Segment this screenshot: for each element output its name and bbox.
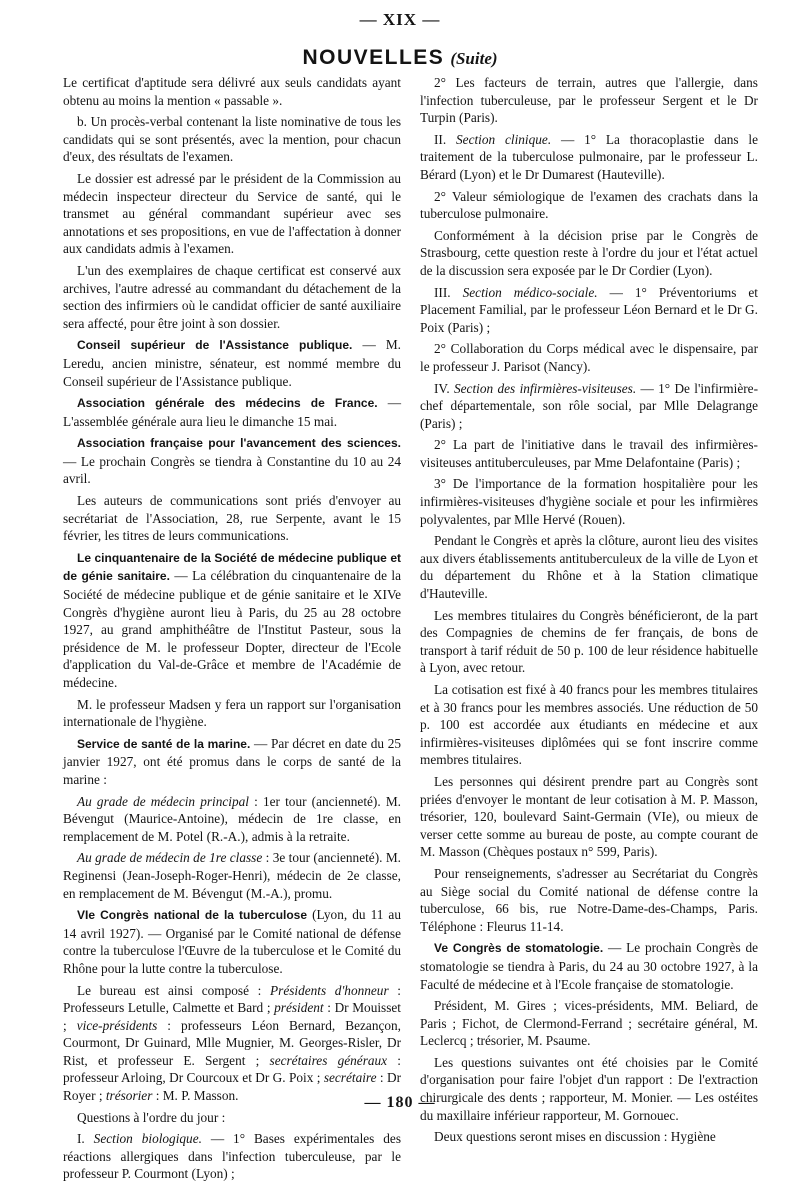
- paragraph: [63, 336, 401, 390]
- news-body: — La célébration du cinquantenaire de la Société de médecine publique et de génie sanitaire et le XIVe Congrès d'hygiène auront lieu à Paris, du 25 au 28 octobre 1927, au grand amphithéâtre de l'Institut Pasteur, sous la présidence de M. le professeur Dopter, directeur de l'Ecole d'application du Val-de-Grâce et membre de l'Académie de médecine.: [63, 568, 401, 690]
- page-number: — 180 —: [364, 1094, 436, 1111]
- news-body: — Par décret en date du 25 janvier 1927, ont été promus dans le corps de santé de la marine :: [63, 735, 402, 787]
- paragraph: [420, 131, 758, 184]
- news-body: (Lyon, du 11 au 14 avril 1927). — Organisé par le Comité national de défense contre la tuberculose l'Œuvre de la tuberculose et le Comité du Rhône pour la lutte contre la tuberculose.: [63, 907, 401, 976]
- role-italic: président: [274, 1000, 324, 1016]
- paragraph: 2° Collaboration du Corps médical avec le dispensaire, par le professeur J. Parisot (Nancy).: [420, 341, 758, 374]
- paragraph: [420, 380, 758, 433]
- paragraph: Deux questions seront mises en discussion : Hygiène: [434, 1129, 716, 1145]
- paragraph: Les questions suivantes ont été choisies par le Comité d'organisation pour faire l'objet d'un rapport : De l'extraction chirurgicale des dents ; rapporteur, M. Monier. — Les ostéites du maxillaire inférieur rapporteur, M. Gornouec.: [420, 1054, 758, 1123]
- news-body: — M. Leredu, ancien ministre, sénateur, est nommé membre du Conseil supérieur de l'Assistance publique.: [63, 337, 402, 389]
- paragraph: Pour renseignements, s'adresser au Secrétariat du Congrès au Siège social du Comité national de défense contre la tuberculose, 66 bis, rue Notre-Dame-des-Champs, Paris. Téléphone : Fleurus 11-14.: [420, 865, 758, 934]
- paragraph: [63, 434, 401, 488]
- text-run: — 1° La thoracoplastie dans le traitement de la tuberculose pulmonaire, par le professeur L. Bérard (Lyon) et le Dr Dumarest (Hauteville).: [420, 131, 758, 182]
- paragraph: Président, M. Gires ; vices-présidents, MM. Beliard, de Paris ; Fichot, de Clermond-Ferrand ; secrétaire général, M. Leclercq ; trésorier, M. Psaume.: [420, 998, 758, 1049]
- rank-italic: Au grade de médecin de 1re classe: [77, 850, 263, 866]
- text-run: — 1° Bases expérimentales des réactions allergiques dans l'infection tuberculeuse, par le professeur P. Courmont (Lyon) ;: [63, 1131, 401, 1182]
- paragraph: La cotisation est fixé à 40 francs pour les membres titulaires et à 30 francs pour les membres associés. Une réduction de 50 p. 100 est accordée aux étudiants en médecine et aux infirmières-visiteuses diplômées qui se font inscrire comme membres titulaires.: [420, 682, 758, 768]
- paragraph: [63, 982, 401, 1105]
- paragraph: b. Un procès-verbal contenant la liste nominative de tous les candidats qui se sont présentés, avec la mention, pour chacun d'eux, des résultats de l'examen.: [63, 114, 401, 165]
- section-italic: Section des infirmières-visiteuses.: [454, 380, 637, 396]
- paragraph: 2° Valeur sémiologique de l'examen des crachats dans la tuberculose pulmonaire.: [420, 188, 758, 222]
- text-run: : professeurs Léon Bernard, Bezançon, Courmont, Dr Guinard, Mlle Mugnier, M. Georges-Risler, Dr Rist, et professeur E. Sergent ;: [63, 1017, 401, 1068]
- news-heading: Le cinquantenaire de la Société de médecine publique et de génie sanitaire.: [63, 550, 401, 584]
- news-body: — Le prochain Congrès se tiendra à Constantine du 10 au 24 avril.: [63, 453, 401, 487]
- news-heading: VIe Congrès national de la tuberculose: [77, 908, 308, 923]
- paragraph: M. le professeur Madsen y fera un rapport sur l'organisation internationale de l'hygiène.: [63, 696, 401, 730]
- paragraph: 2° La part de l'initiative dans le travail des infirmières-visiteuses antituberculeuses, par Mme Delafontaine (Paris) ;: [420, 437, 758, 470]
- news-body: — Le prochain Congrès de stomatologie se tiendra à Paris, du 24 au 30 octobre 1927, à la Faculté de médecine et à l'Ecole française de stomatologie.: [420, 940, 758, 992]
- role-italic: Présidents d'honneur: [270, 982, 389, 998]
- text-run: : professeur Arloing, Dr Courcoux et Dr G. Poix ;: [63, 1052, 401, 1086]
- paragraph: [63, 1130, 401, 1183]
- paragraph: Questions à l'ordre du jour :: [77, 1109, 226, 1125]
- roman-page-header: — XIX —: [359, 10, 441, 29]
- paragraph: Le dossier est adressé par le président de la Commission au médecin inspecteur directeur du Service de santé, qui le transmet au général commandant supérieur avec ses annotations et ses propositions, en vue de l'affectation à donner aux candidats admis à l'examen.: [63, 170, 401, 257]
- text-run: I.: [77, 1131, 94, 1147]
- text-run: III.: [434, 284, 463, 300]
- news-body: : 1er tour (ancienneté). M. Bévengut (Maurice-Antoine), médecin de 1re classe, en remplacement de M. Potel (R.-A.), admis à la retraite.: [63, 793, 401, 844]
- role-italic: vice-présidents: [76, 1017, 158, 1033]
- paragraph: Pendant le Congrès et après la clôture, auront lieu des visites aux divers établissements antituberculeux de la ville de Lyon et du département du Rhône et à la Station climatique d'Hauteville.: [420, 533, 758, 602]
- paragraph: [63, 394, 401, 430]
- news-heading: Association française pour l'avancement des sciences.: [77, 436, 401, 451]
- text-run: : Dr Royer ;: [63, 1070, 401, 1104]
- paragraph: L'un des exemplaires de chaque certificat est conservé aux archives, l'autre adressé au commandant du détachement de la section des infirmiers où le candidat officier de santé auxiliaire sera affecté, pour être joint à son dossier.: [63, 262, 401, 331]
- text-run: : Dr Mouisset ;: [63, 1000, 401, 1033]
- right-column: [420, 74, 758, 1150]
- role-italic: secrétaires généraux: [269, 1052, 388, 1068]
- paragraph: [420, 939, 758, 993]
- news-heading: Conseil supérieur de l'Assistance publique.: [77, 338, 353, 353]
- title-main: NOUVELLES: [302, 46, 445, 69]
- role-italic: secrétaire: [323, 1070, 377, 1086]
- text-run: II.: [434, 131, 457, 147]
- news-heading: Association générale des médecins de France.: [77, 396, 378, 411]
- paragraph: [420, 284, 758, 337]
- news-body: : 3e tour (ancienneté). M. Reginensi (Jean-Joseph-Roger-Henri), médecin de 2e classe, en remplacement de M. Bévengut (M.-A.), promu.: [63, 850, 401, 901]
- paragraph: Les auteurs de communications sont priés d'envoyer au secrétariat de l'Association, 28, rue Serpente, avant le 15 février, les titres de leurs communications.: [63, 493, 401, 544]
- paragraph: 3° De l'importance de la formation hospitalière pour les infirmières-visiteuses d'hygiène sociale et pour les infirmières polyvalentes, par Mlle Hervé (Rouen).: [420, 476, 758, 527]
- rank-italic: Au grade de médecin principal: [77, 793, 249, 809]
- text-run: : M. P. Masson.: [152, 1088, 239, 1104]
- text-run: — 1° De l'infirmière-chef départementale, son rôle social, par Mlle Delagrange (Paris) ;: [420, 380, 758, 431]
- news-heading: Service de santé de la marine.: [77, 736, 251, 751]
- paragraph: [63, 793, 401, 846]
- paragraph: Les personnes qui désirent prendre part au Congrès sont priées d'envoyer le montant de leur cotisation à M. P. Masson, trésorier, 120, boulevard Saint-Germain (VIe), ou mieux de verser cette somme au bureau de poste, au compte courant de M. Masson (Chèques postaux n° 599, Paris).: [420, 773, 758, 860]
- section-italic: Section clinique.: [456, 131, 552, 147]
- section-italic: Section biologique.: [93, 1131, 202, 1147]
- paragraph: Le certificat d'aptitude sera délivré aux seuls candidats ayant obtenu au moins la mention « passable ».: [63, 75, 401, 108]
- paragraph: [63, 906, 401, 977]
- text-run: Le bureau est ainsi composé :: [77, 982, 271, 998]
- section-italic: Section médico-sociale.: [462, 284, 598, 300]
- paragraph: [63, 549, 401, 692]
- section-title: [0, 46, 800, 70]
- paragraph: Les membres titulaires du Congrès bénéficieront, de la part des Compagnies de chemins de fer français, de bons de transport à tarif réduit de 50 p. 100 de leur résidence habituelle à Lyon, avec retour.: [420, 607, 758, 676]
- left-column: [63, 74, 401, 1187]
- paragraph: [63, 735, 401, 789]
- paragraph: Conformément à la décision prise par le Congrès de Strasbourg, cette question reste à l'ordre du jour et l'état actuel de la discussion sera exposée par le Dr Cordier (Lyon).: [420, 227, 758, 278]
- role-italic: trésorier: [105, 1088, 153, 1104]
- paragraph: [63, 849, 401, 902]
- text-run: — 1° Préventoriums et Placement Familial, par le professeur Léon Bernard et le Dr G. Poix (Paris) ;: [420, 284, 758, 335]
- text-run: : Professeurs Letulle, Calmette et Bard ;: [63, 982, 401, 1016]
- text-run: IV.: [434, 380, 454, 396]
- paragraph: 2° Les facteurs de terrain, autres que l'allergie, dans l'infection tuberculeuse, par le professeur Sergent et le Dr Turpin (Paris).: [420, 75, 758, 126]
- news-heading: Ve Congrès de stomatologie.: [434, 941, 604, 956]
- news-body: — L'assemblée générale aura lieu le dimanche 15 mai.: [63, 395, 401, 429]
- title-suffix: (Suite): [450, 49, 498, 68]
